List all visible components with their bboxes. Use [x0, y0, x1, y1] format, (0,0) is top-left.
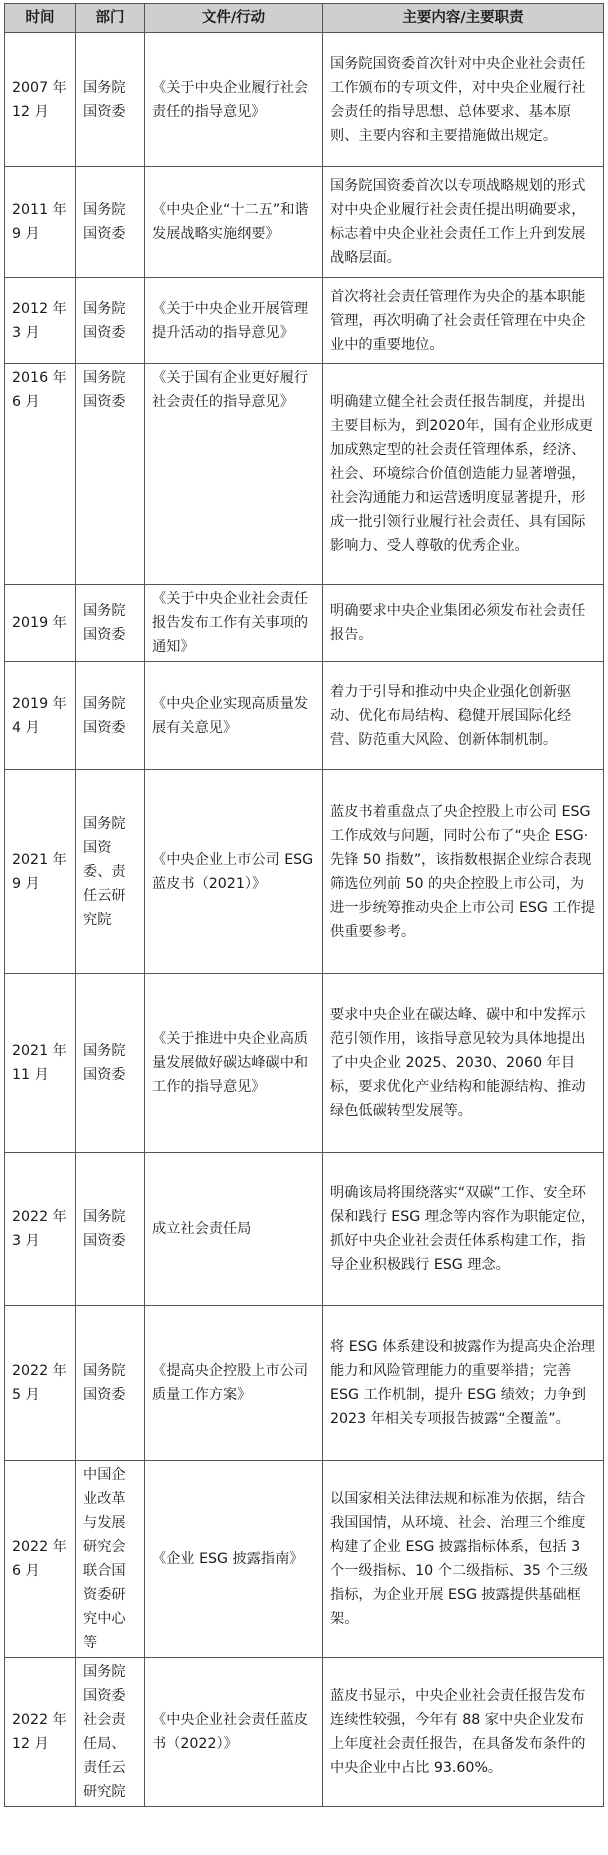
cell-time: 2011 年 9 月: [5, 167, 76, 278]
table-row: [5, 662, 604, 770]
cell-time: 2021 年 9 月: [5, 770, 76, 974]
cell-content: 以国家相关法律法规和标准为依据，结合我国国情，从环境、社会、治理三个维度构建了企业 ESG 披露指标体系，包括 3 个一级指标、10 个二级指标、35 个三级指标，为企业开展 ESG 披露提供基础框架。: [323, 1461, 604, 1658]
cell-content: 将 ESG 体系建设和披露作为提高央企治理能力和风险管理能力的重要举措；完善 ESG 工作机制，提升 ESG 绩效；力争到 2023 年相关专项报告披露“全覆盖”。: [323, 1306, 604, 1461]
cell-time: 2016 年 6 月: [5, 364, 76, 585]
cell-time: 2022 年 5 月: [5, 1306, 76, 1461]
cell-content: 明确要求中央企业集团必须发布社会责任报告。: [323, 585, 604, 662]
cell-time: 2022 年 6 月: [5, 1461, 76, 1658]
cell-content: 着力于引导和推动中央企业强化创新驱动、优化布局结构、稳健开展国际化经营、防范重大风险、创新体制机制。: [323, 662, 604, 770]
cell-content: 国务院国资委首次针对中央企业社会责任工作颁布的专项文件，对中央企业履行社会责任的指导思想、总体要求、基本原则、主要内容和主要措施做出规定。: [323, 33, 604, 167]
cell-time: 2022 年 3 月: [5, 1153, 76, 1306]
cell-doc: 《中央企业上市公司 ESG 蓝皮书（2021）》: [145, 770, 323, 974]
header-content: 主要内容/主要职责: [323, 4, 604, 33]
policy-timeline-table: [4, 3, 604, 1807]
cell-dept: 国务院国资委: [76, 167, 145, 278]
cell-dept: 国务院国资委: [76, 364, 145, 585]
cell-dept: 国务院国资委: [76, 1153, 145, 1306]
table-row: [5, 33, 604, 167]
table-row: [5, 364, 604, 585]
cell-doc: 《企业 ESG 披露指南》: [145, 1461, 323, 1658]
cell-dept: 中国企业改革与发展研究会联合国资委研究中心等: [76, 1461, 145, 1658]
table-row: [5, 974, 604, 1153]
table-row: [5, 278, 604, 364]
cell-content: 明确该局将围绕落实“双碳”工作、安全环保和践行 ESG 理念等内容作为职能定位，抓好中央企业社会责任体系构建工作，指导企业积极践行 ESG 理念。: [323, 1153, 604, 1306]
cell-doc: 《关于中央企业社会责任报告发布工作有关事项的通知》: [145, 585, 323, 662]
cell-content: 明确建立健全社会责任报告制度，并提出主要目标为，到2020年，国有企业形成更加成熟定型的社会责任管理体系，经济、社会、环境综合价值创造能力显著增强，社会沟通能力和运营透明度显著提升，形成一批引领行业履行社会责任、具有国际影响力、受人尊敬的优秀企业。: [323, 364, 604, 585]
table-row: [5, 770, 604, 974]
cell-content: 首次将社会责任管理作为央企的基本职能管理，再次明确了社会责任管理在中央企业中的重要地位。: [323, 278, 604, 364]
cell-dept: 国务院国资委: [76, 974, 145, 1153]
cell-dept: 国务院国资委、责任云研究院: [76, 770, 145, 974]
cell-doc: 《中央企业社会责任蓝皮书（2022）》: [145, 1658, 323, 1807]
cell-doc: 《关于中央企业开展管理提升活动的指导意见》: [145, 278, 323, 364]
cell-time: 2007 年 12 月: [5, 33, 76, 167]
table-row: [5, 585, 604, 662]
cell-time: 2019 年 4 月: [5, 662, 76, 770]
cell-doc: 《中央企业“十二五”和谐发展战略实施纲要》: [145, 167, 323, 278]
cell-dept: 国务院国资委: [76, 1306, 145, 1461]
cell-time: 2019 年: [5, 585, 76, 662]
cell-dept: 国务院国资委: [76, 33, 145, 167]
table-row: [5, 167, 604, 278]
cell-time: 2012 年 3 月: [5, 278, 76, 364]
cell-dept: 国务院国资委: [76, 585, 145, 662]
cell-doc: 《关于中央企业履行社会责任的指导意见》: [145, 33, 323, 167]
cell-time: 2022 年 12 月: [5, 1658, 76, 1807]
table-row: [5, 1658, 604, 1807]
table-row: [5, 1461, 604, 1658]
header-time: 时间: [5, 4, 76, 33]
cell-doc: 《关于推进中央企业高质量发展做好碳达峰碳中和工作的指导意见》: [145, 974, 323, 1153]
table-row: [5, 1306, 604, 1461]
cell-content: 要求中央企业在碳达峰、碳中和中发挥示范引领作用，该指导意见较为具体地提出了中央企业 2025、2030、2060 年目标，要求优化产业结构和能源结构、推动绿色低碳转型发展等。: [323, 974, 604, 1153]
cell-doc: 《提高央企控股上市公司质量工作方案》: [145, 1306, 323, 1461]
header-doc: 文件/行动: [145, 4, 323, 33]
cell-dept: 国务院国资委社会责任局、责任云研究院: [76, 1658, 145, 1807]
cell-time: 2021 年 11 月: [5, 974, 76, 1153]
header-dept: 部门: [76, 4, 145, 33]
cell-doc: 《关于国有企业更好履行社会责任的指导意见》: [145, 364, 323, 585]
cell-dept: 国务院国资委: [76, 662, 145, 770]
cell-doc: 《中央企业实现高质量发展有关意见》: [145, 662, 323, 770]
cell-content: 国务院国资委首次以专项战略规划的形式对中央企业履行社会责任提出明确要求，标志着中央企业社会责任工作上升到发展战略层面。: [323, 167, 604, 278]
cell-dept: 国务院国资委: [76, 278, 145, 364]
header-row: [5, 4, 604, 33]
cell-content: 蓝皮书着重盘点了央企控股上市公司 ESG 工作成效与问题，同时公布了“央企 ESG·先锋 50 指数”，该指数根据企业综合表现筛选位列前 50 的央企控股上市公司，为进一步统筹推动央企上市公司 ESG 工作提供重要参考。: [323, 770, 604, 974]
cell-doc: 成立社会责任局: [145, 1153, 323, 1306]
table-row: [5, 1153, 604, 1306]
cell-content: 蓝皮书显示，中央企业社会责任报告发布连续性较强，今年有 88 家中央企业发布上年度社会责任报告，在具备发布条件的中央企业中占比 93.60%。: [323, 1658, 604, 1807]
